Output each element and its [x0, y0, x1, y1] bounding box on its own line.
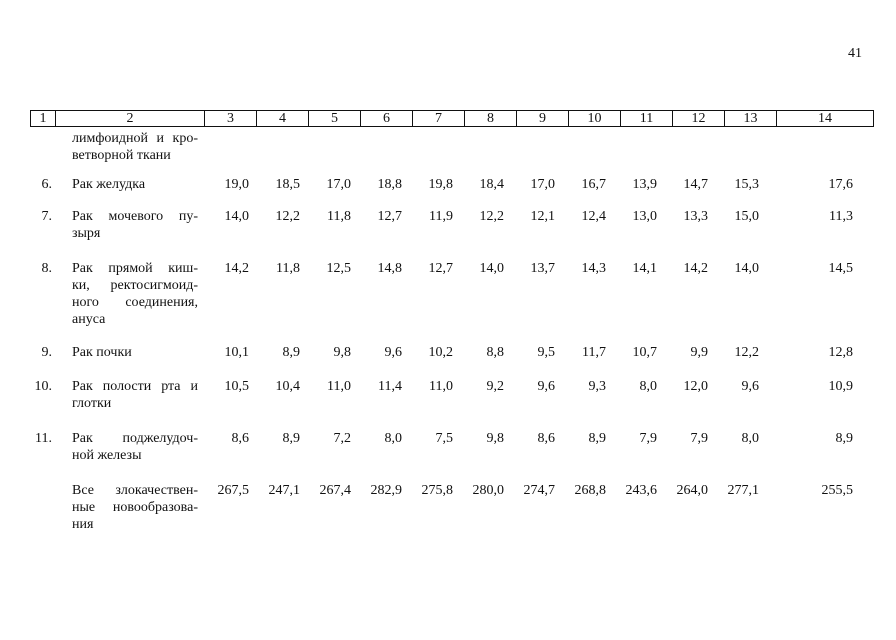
- row-label-line: глотки: [72, 396, 112, 411]
- value-cell: 16,7: [581, 177, 606, 192]
- row-number: 7.: [41, 209, 52, 224]
- value-cell: 280,0: [472, 483, 504, 498]
- value-cell: 12,0: [683, 379, 708, 394]
- row-label-line: Рак поджелудоч-: [72, 431, 198, 446]
- header-cell-12: 12: [673, 111, 725, 127]
- value-cell: 10,5: [224, 379, 249, 394]
- value-cell: 12,2: [734, 345, 759, 360]
- value-cell: 14,7: [683, 177, 708, 192]
- row-number: 10.: [34, 379, 52, 394]
- value-cell: 8,6: [537, 431, 555, 446]
- value-cell: 14,2: [224, 261, 249, 276]
- value-cell: 12,2: [275, 209, 300, 224]
- value-cell: 9,6: [741, 379, 759, 394]
- header-cell-3: 3: [205, 111, 257, 127]
- value-cell: 12,2: [479, 209, 504, 224]
- value-cell: 17,6: [828, 177, 853, 192]
- value-cell: 10,2: [428, 345, 453, 360]
- header-cell-8: 8: [465, 111, 517, 127]
- value-cell: 9,8: [486, 431, 504, 446]
- value-cell: 13,0: [632, 209, 657, 224]
- value-cell: 8,8: [486, 345, 504, 360]
- row-label: [72, 344, 198, 361]
- value-cell: 282,9: [370, 483, 402, 498]
- value-cell: 10,1: [224, 345, 249, 360]
- value-cell: 10,9: [828, 379, 853, 394]
- value-cell: 11,7: [582, 345, 606, 360]
- header-cell-4: 4: [257, 111, 309, 127]
- value-cell: 18,8: [377, 177, 402, 192]
- row-label-line: ного соединения,: [72, 295, 198, 310]
- value-cell: 10,7: [632, 345, 657, 360]
- value-cell: 13,3: [683, 209, 708, 224]
- page-number: 41: [848, 46, 862, 61]
- value-cell: 8,0: [741, 431, 759, 446]
- row-label-line: лимфоидной и кро-: [72, 131, 198, 146]
- row-label-line: ки, ректосигмоид-: [72, 278, 198, 293]
- value-cell: 8,9: [282, 345, 300, 360]
- value-cell: 12,1: [530, 209, 555, 224]
- value-cell: 10,4: [275, 379, 300, 394]
- value-cell: 14,3: [581, 261, 606, 276]
- row-label-line: ануса: [72, 312, 106, 327]
- row-label-line: ветворной ткани: [72, 148, 171, 163]
- header-cell-7: 7: [413, 111, 465, 127]
- row-label-line: Рак прямой киш-: [72, 261, 198, 276]
- value-cell: 14,0: [734, 261, 759, 276]
- value-cell: 8,9: [588, 431, 606, 446]
- row-label: [72, 176, 198, 193]
- header-cell-13: 13: [725, 111, 777, 127]
- value-cell: 11,0: [429, 379, 453, 394]
- value-cell: 8,9: [282, 431, 300, 446]
- value-cell: 9,3: [588, 379, 606, 394]
- value-cell: 11,9: [429, 209, 453, 224]
- row-label: [72, 130, 198, 164]
- value-cell: 18,4: [479, 177, 504, 192]
- value-cell: 267,4: [319, 483, 351, 498]
- row-label-line: зыря: [72, 226, 101, 241]
- row-label: [72, 378, 198, 412]
- value-cell: 14,1: [632, 261, 657, 276]
- value-cell: 277,1: [727, 483, 759, 498]
- column-header-row: [30, 110, 874, 127]
- value-cell: 9,2: [486, 379, 504, 394]
- row-label-line: Все злокачествен-: [72, 483, 198, 498]
- value-cell: 11,4: [378, 379, 402, 394]
- value-cell: 11,8: [327, 209, 351, 224]
- value-cell: 247,1: [268, 483, 300, 498]
- header-cell-14: 14: [777, 111, 874, 127]
- value-cell: 14,0: [224, 209, 249, 224]
- data-table: [30, 110, 874, 532]
- header-cell-10: 10: [569, 111, 621, 127]
- value-cell: 9,5: [537, 345, 555, 360]
- value-cell: 7,2: [333, 431, 351, 446]
- value-cell: 13,7: [530, 261, 555, 276]
- value-cell: 14,5: [828, 261, 853, 276]
- header-cell-1: 1: [31, 111, 56, 127]
- header-cell-2: 2: [56, 111, 205, 127]
- value-cell: 18,5: [275, 177, 300, 192]
- header-cell-6: 6: [361, 111, 413, 127]
- row-label: [72, 260, 198, 328]
- row-label-line: ния: [72, 517, 94, 532]
- value-cell: 15,0: [734, 209, 759, 224]
- value-cell: 8,0: [639, 379, 657, 394]
- value-cell: 14,8: [377, 261, 402, 276]
- value-cell: 17,0: [326, 177, 351, 192]
- value-cell: 19,8: [428, 177, 453, 192]
- value-cell: 15,3: [734, 177, 759, 192]
- value-cell: 12,7: [428, 261, 453, 276]
- value-cell: 7,9: [639, 431, 657, 446]
- value-cell: 274,7: [523, 483, 555, 498]
- value-cell: 8,0: [384, 431, 402, 446]
- value-cell: 267,5: [217, 483, 249, 498]
- value-cell: 8,6: [231, 431, 249, 446]
- value-cell: 275,8: [421, 483, 453, 498]
- value-cell: 8,9: [835, 431, 853, 446]
- row-number: 9.: [41, 345, 52, 360]
- value-cell: 17,0: [530, 177, 555, 192]
- value-cell: 11,8: [276, 261, 300, 276]
- value-cell: 7,5: [435, 431, 453, 446]
- value-cell: 13,9: [632, 177, 657, 192]
- row-label-line: Рак желудка: [72, 177, 146, 192]
- row-label-line: Рак полости рта и: [72, 379, 198, 394]
- value-cell: 12,5: [326, 261, 351, 276]
- header-cell-5: 5: [309, 111, 361, 127]
- row-label: [72, 208, 198, 242]
- value-cell: 12,4: [581, 209, 606, 224]
- value-cell: 264,0: [676, 483, 708, 498]
- value-cell: 255,5: [821, 483, 853, 498]
- value-cell: 11,3: [829, 209, 853, 224]
- value-cell: 9,8: [333, 345, 351, 360]
- value-cell: 9,9: [690, 345, 708, 360]
- value-cell: 12,8: [828, 345, 853, 360]
- value-cell: 9,6: [537, 379, 555, 394]
- row-label-line: ной железы: [72, 448, 142, 463]
- row-number: 11.: [35, 431, 52, 446]
- header-cell-11: 11: [621, 111, 673, 127]
- row-label: [72, 482, 198, 533]
- row-number: 8.: [41, 261, 52, 276]
- header-cell-9: 9: [517, 111, 569, 127]
- row-number: 6.: [41, 177, 52, 192]
- value-cell: 7,9: [690, 431, 708, 446]
- value-cell: 268,8: [574, 483, 606, 498]
- row-label-line: Рак мочевого пу-: [72, 209, 198, 224]
- value-cell: 19,0: [224, 177, 249, 192]
- row-label: [72, 430, 198, 464]
- value-cell: 12,7: [377, 209, 402, 224]
- value-cell: 243,6: [625, 483, 657, 498]
- value-cell: 14,0: [479, 261, 504, 276]
- row-label-line: Рак почки: [72, 345, 132, 360]
- value-cell: 9,6: [384, 345, 402, 360]
- row-label-line: ные новообразова-: [72, 500, 198, 515]
- value-cell: 11,0: [327, 379, 351, 394]
- value-cell: 14,2: [683, 261, 708, 276]
